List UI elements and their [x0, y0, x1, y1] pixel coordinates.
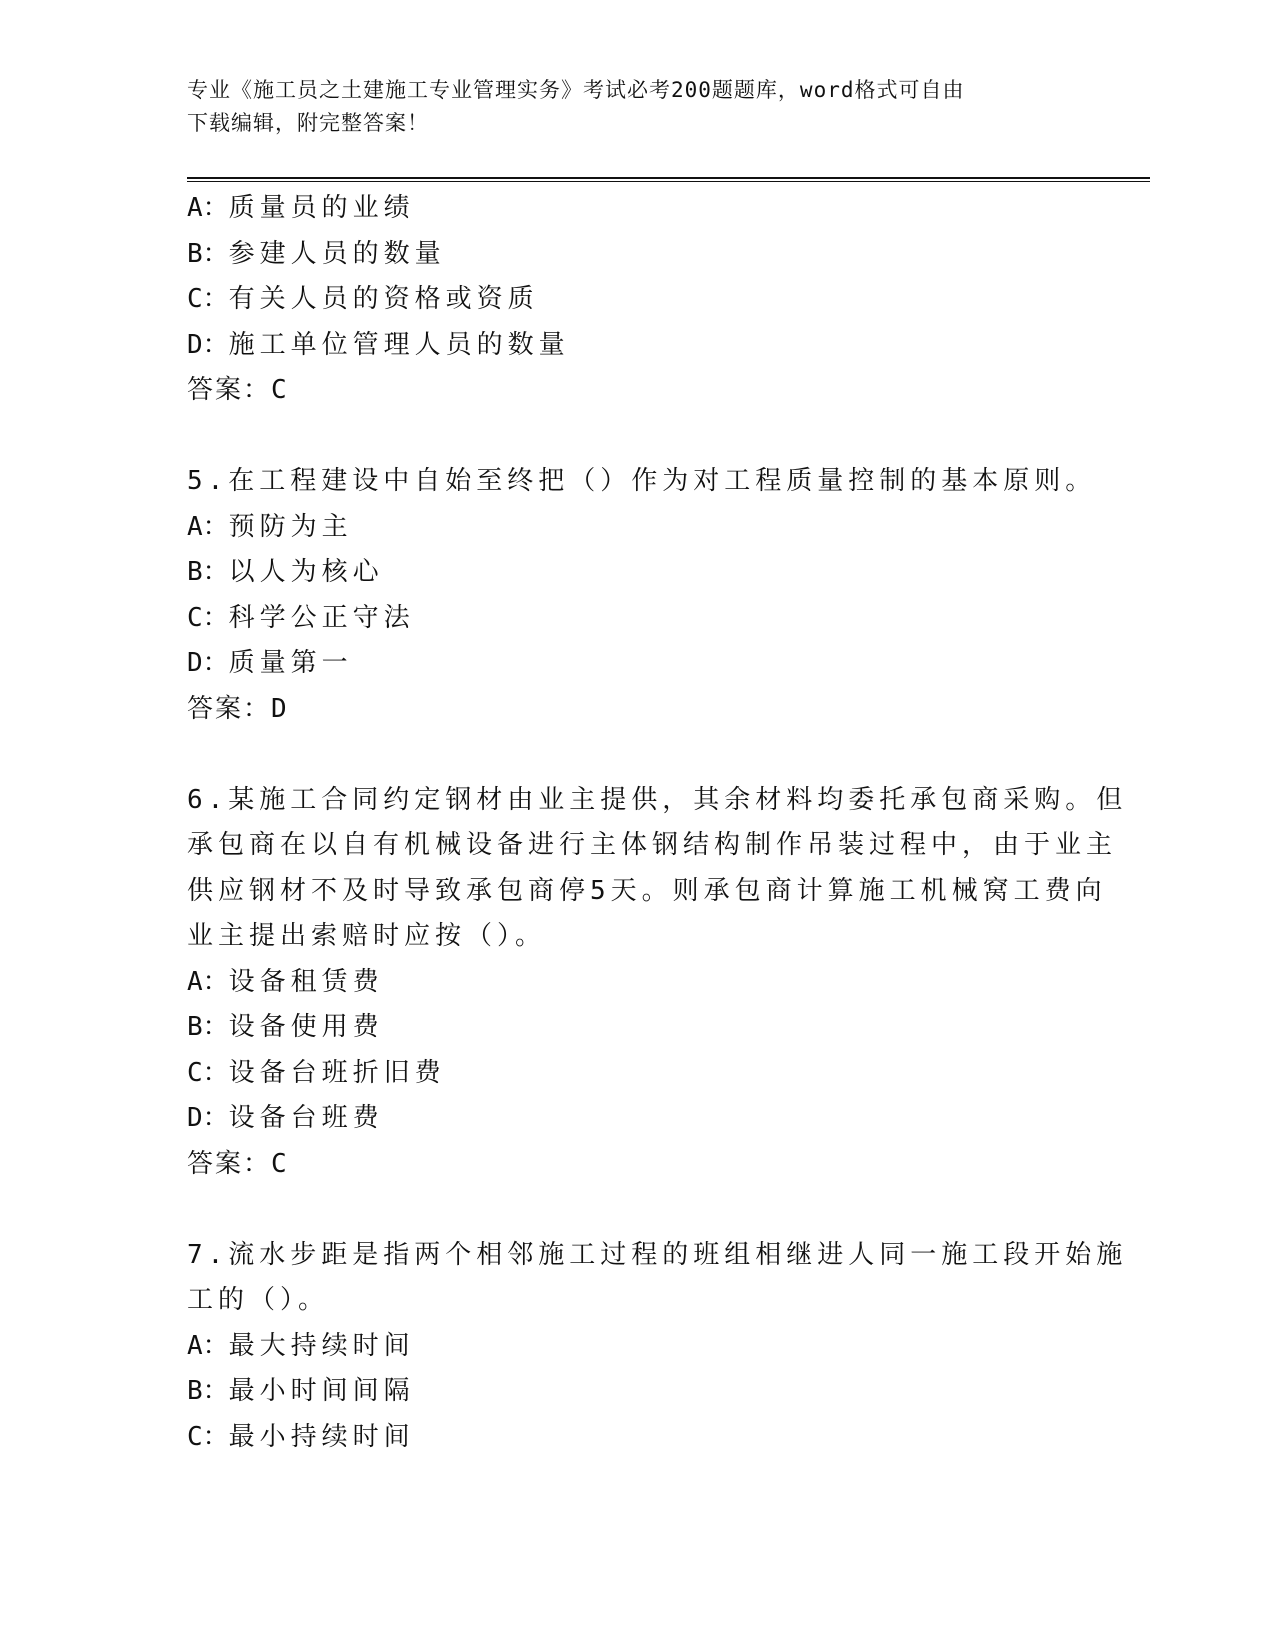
header-rule-thin	[187, 181, 1150, 182]
answer-line: 答案：D	[187, 693, 289, 724]
option-c: C：科学公正守法	[187, 602, 415, 633]
question-text-line-2: 工的（）。	[187, 1285, 330, 1315]
option-a: A：质量员的业绩	[187, 193, 415, 223]
option-b: B：设备使用费	[187, 1012, 384, 1042]
document-header	[187, 74, 1067, 140]
question-block-4	[187, 186, 1067, 414]
question-text-line-1: 6.某施工合同约定钢材由业主提供，其余材料均委托承包商采购。但	[187, 784, 1128, 815]
header-line-1: 专业《施工员之土建施工专业管理实务》考试必考200题题库，word格式可自由	[187, 78, 965, 102]
question-text-line-1: 7.流水步距是指两个相邻施工过程的班组相继进人同一施工段开始施	[187, 1239, 1128, 1270]
option-b: B：以人为核心	[187, 557, 384, 587]
question-content	[187, 186, 1128, 1460]
question-block-6	[187, 778, 1128, 1188]
header-line-2: 下载编辑，附完整答案！	[187, 111, 429, 135]
option-b: B：最小时间间隔	[187, 1376, 415, 1406]
option-d: D：质量第一	[187, 648, 353, 678]
question-text: 5.在工程建设中自始至终把（）作为对工程质量控制的基本原则。	[187, 466, 1097, 496]
option-d: D：施工单位管理人员的数量	[187, 329, 570, 360]
option-a: A：预防为主	[187, 511, 353, 542]
question-text-line-4: 业主提出索赔时应按（）。	[187, 921, 547, 951]
question-block-7	[187, 1233, 1128, 1461]
option-c: C：有关人员的资格或资质	[187, 284, 539, 314]
header-rule-thick	[187, 177, 1150, 179]
option-c: C：设备台班折旧费	[187, 1057, 446, 1088]
answer-line: 答案：C	[187, 375, 289, 405]
option-c: C：最小持续时间	[187, 1421, 415, 1452]
question-block-5	[187, 459, 1097, 732]
answer-line: 答案：C	[187, 1148, 289, 1179]
option-b: B：参建人员的数量	[187, 238, 446, 269]
question-text-line-2: 承包商在以自有机械设备进行主体钢结构制作吊装过程中，由于业主	[187, 830, 1118, 860]
option-a: A：设备租赁费	[187, 966, 384, 997]
option-d: D：设备台班费	[187, 1103, 384, 1133]
option-a: A：最大持续时间	[187, 1330, 415, 1361]
question-text-line-3: 供应钢材不及时导致承包商停5天。则承包商计算施工机械窝工费向	[187, 875, 1107, 906]
